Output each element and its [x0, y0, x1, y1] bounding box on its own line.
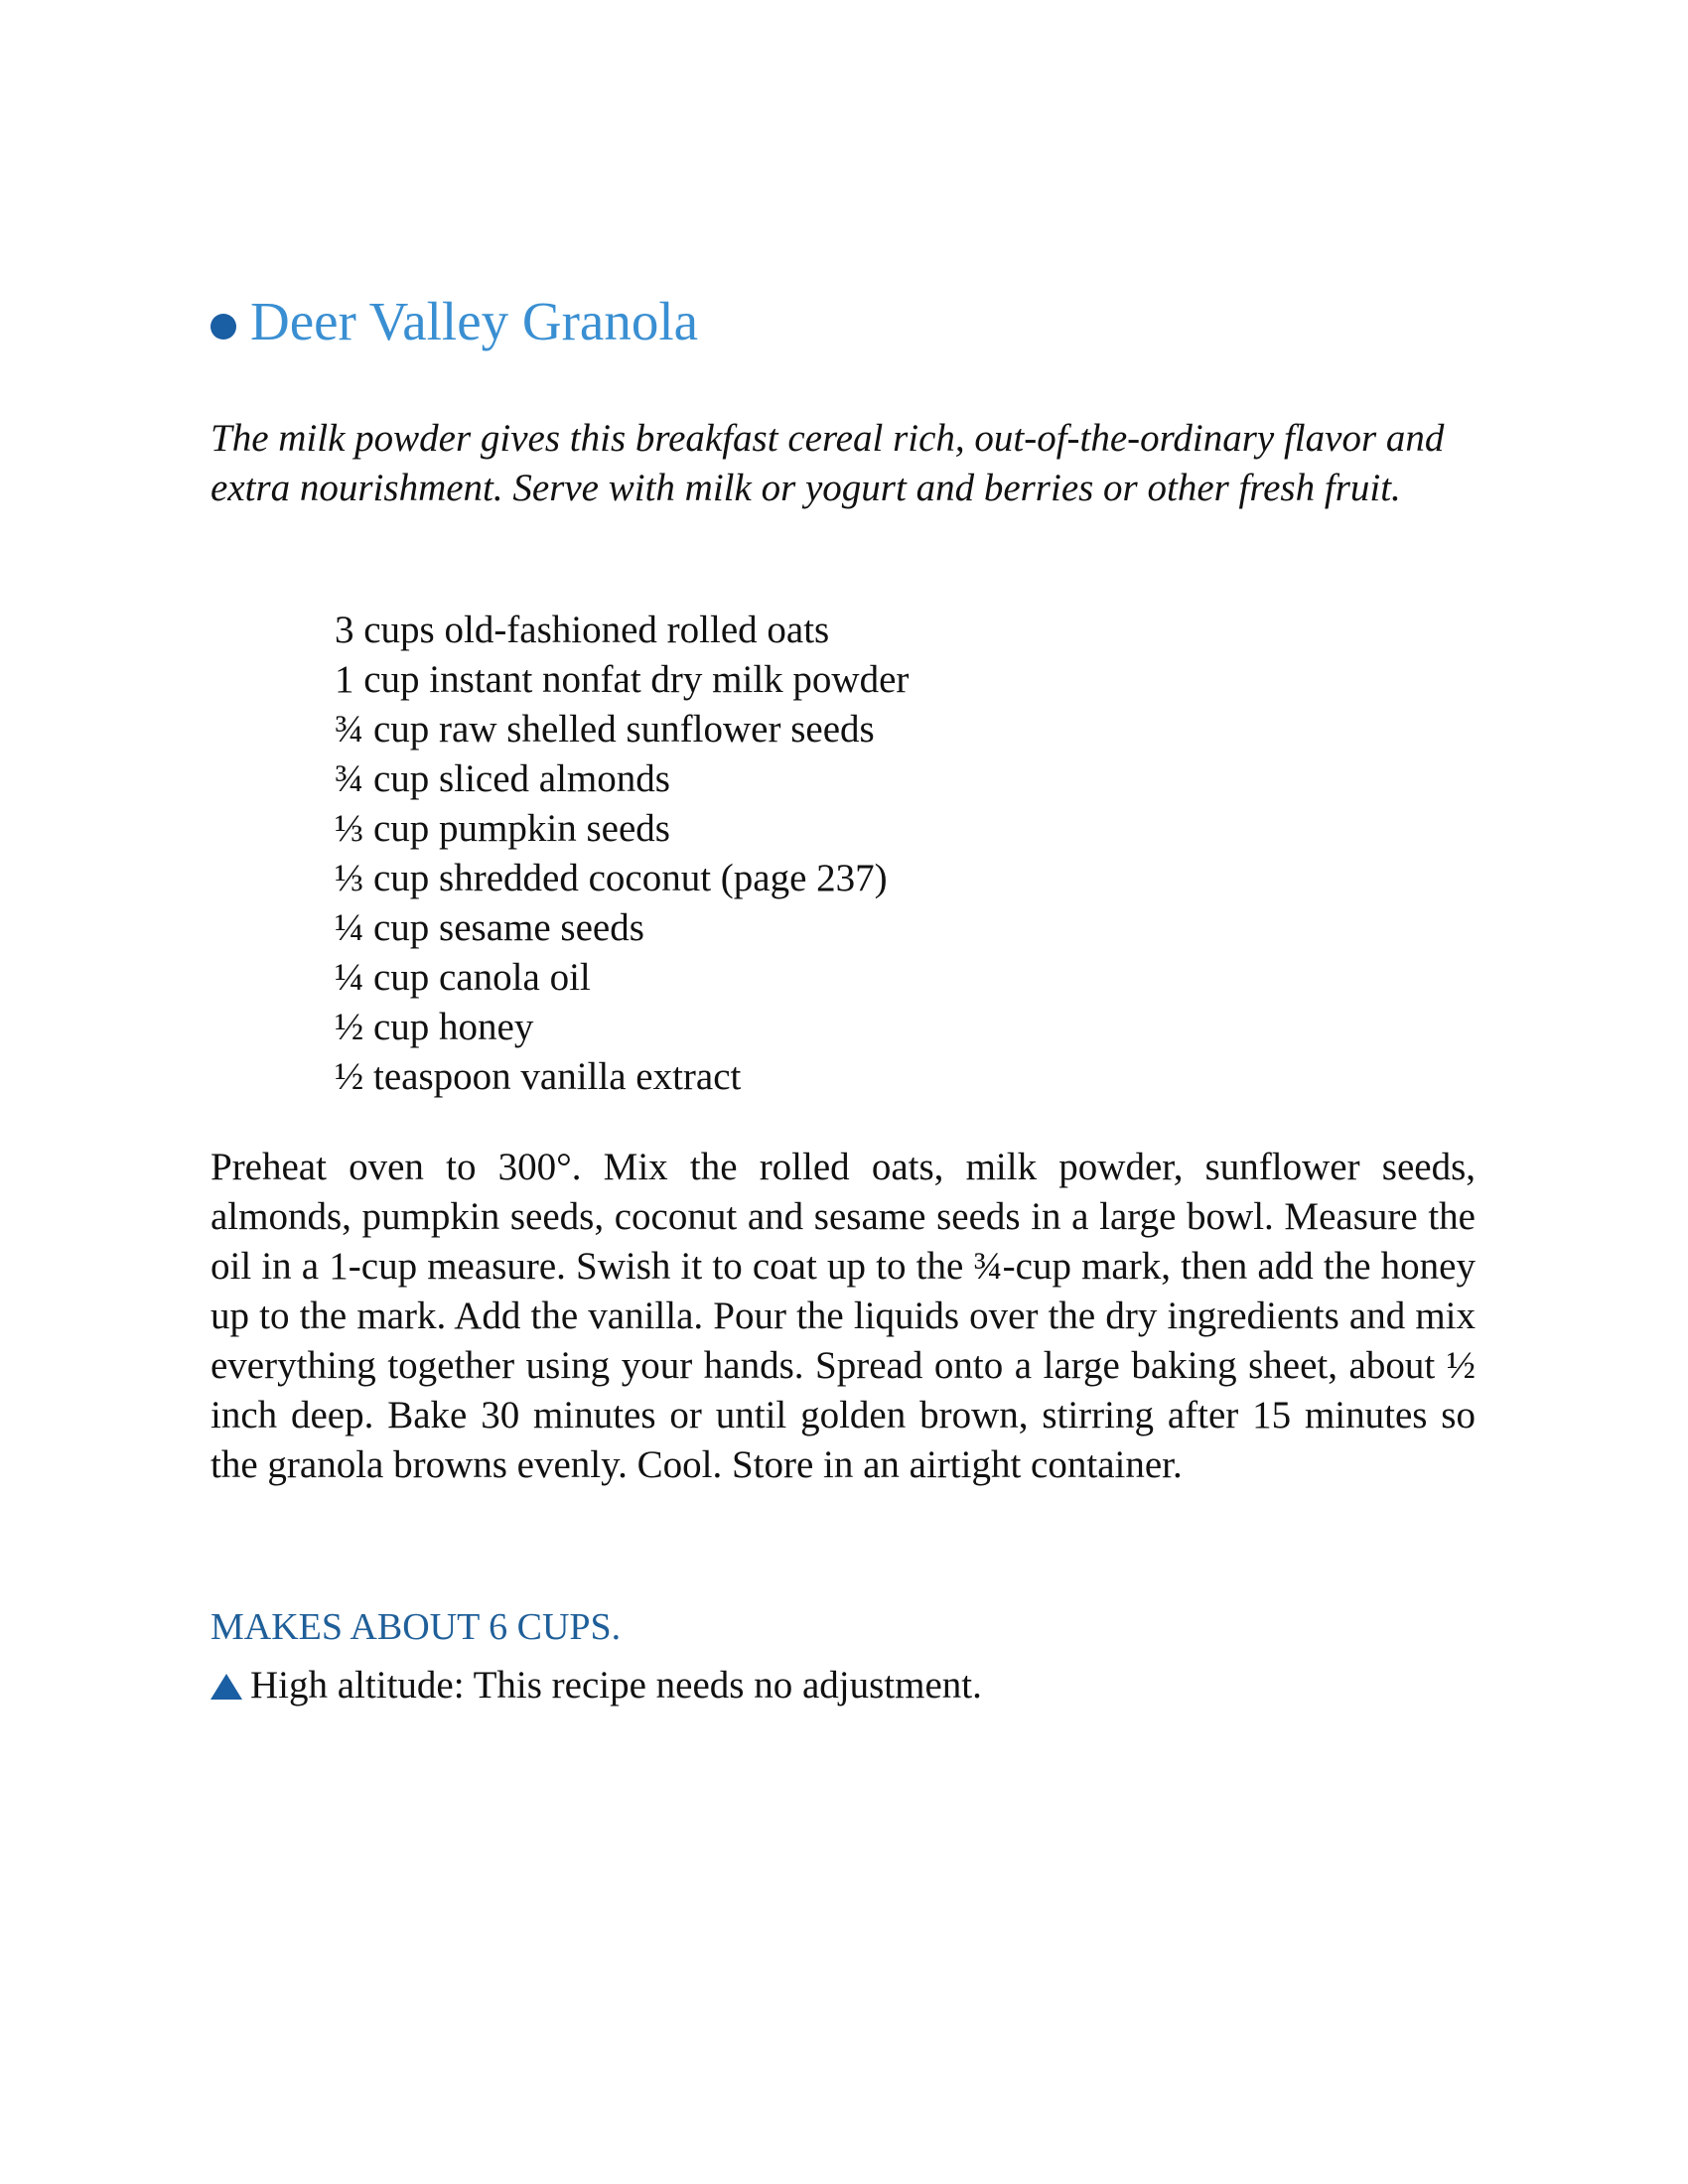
recipe-yield: MAKES ABOUT 6 CUPS. [211, 1606, 622, 1648]
circle-bullet-icon [211, 314, 236, 340]
ingredient-item: ½ teaspoon vanilla extract [335, 1055, 742, 1098]
ingredient-item: ¼ cup canola oil [335, 956, 591, 999]
recipe-title: Deer Valley Granola [250, 291, 699, 351]
recipe-title-row [211, 286, 698, 357]
recipe-intro: The milk powder gives this breakfast cereal rich, out-of-the-ordinary flavor and extra nourishment. Serve with milk or yogurt and berries or other fresh fruit. [211, 417, 1445, 509]
ingredient-item: ½ cup honey [335, 1006, 534, 1048]
triangle-icon [211, 1674, 242, 1700]
ingredient-item: 3 cups old-fashioned rolled oats [335, 609, 830, 651]
altitude-note: High altitude: This recipe needs no adjustment. [250, 1664, 982, 1706]
ingredient-list [335, 606, 909, 1102]
ingredient-item: ¾ cup raw shelled sunflower seeds [335, 708, 875, 751]
altitude-note-row [211, 1661, 982, 1710]
recipe-method: Preheat oven to 300°. Mix the rolled oats, milk powder, sunflower seeds, almonds, pumpkin seeds, coconut and sesame seeds in a large bowl. Measure the oil in a 1-cup measure. Swish it to coat up to the ¾-cup mark, then add the honey up to the mark. Add the vanilla. Pour the liquids over the dry ingredients and mix everything together using your hands. Spread onto a large baking sheet, about ½ inch deep. Bake 30 minutes or until golden brown, stirring after 15 minutes so the granola browns evenly. Cool. Store in an airtight container. [211, 1146, 1476, 1486]
ingredient-item: ⅓ cup pumpkin seeds [335, 807, 670, 850]
ingredient-item: 1 cup instant nonfat dry milk powder [335, 658, 910, 701]
ingredient-item: ⅓ cup shredded coconut (page 237) [335, 857, 888, 899]
ingredient-item: ¾ cup sliced almonds [335, 757, 670, 800]
ingredient-item: ¼ cup sesame seeds [335, 906, 644, 949]
